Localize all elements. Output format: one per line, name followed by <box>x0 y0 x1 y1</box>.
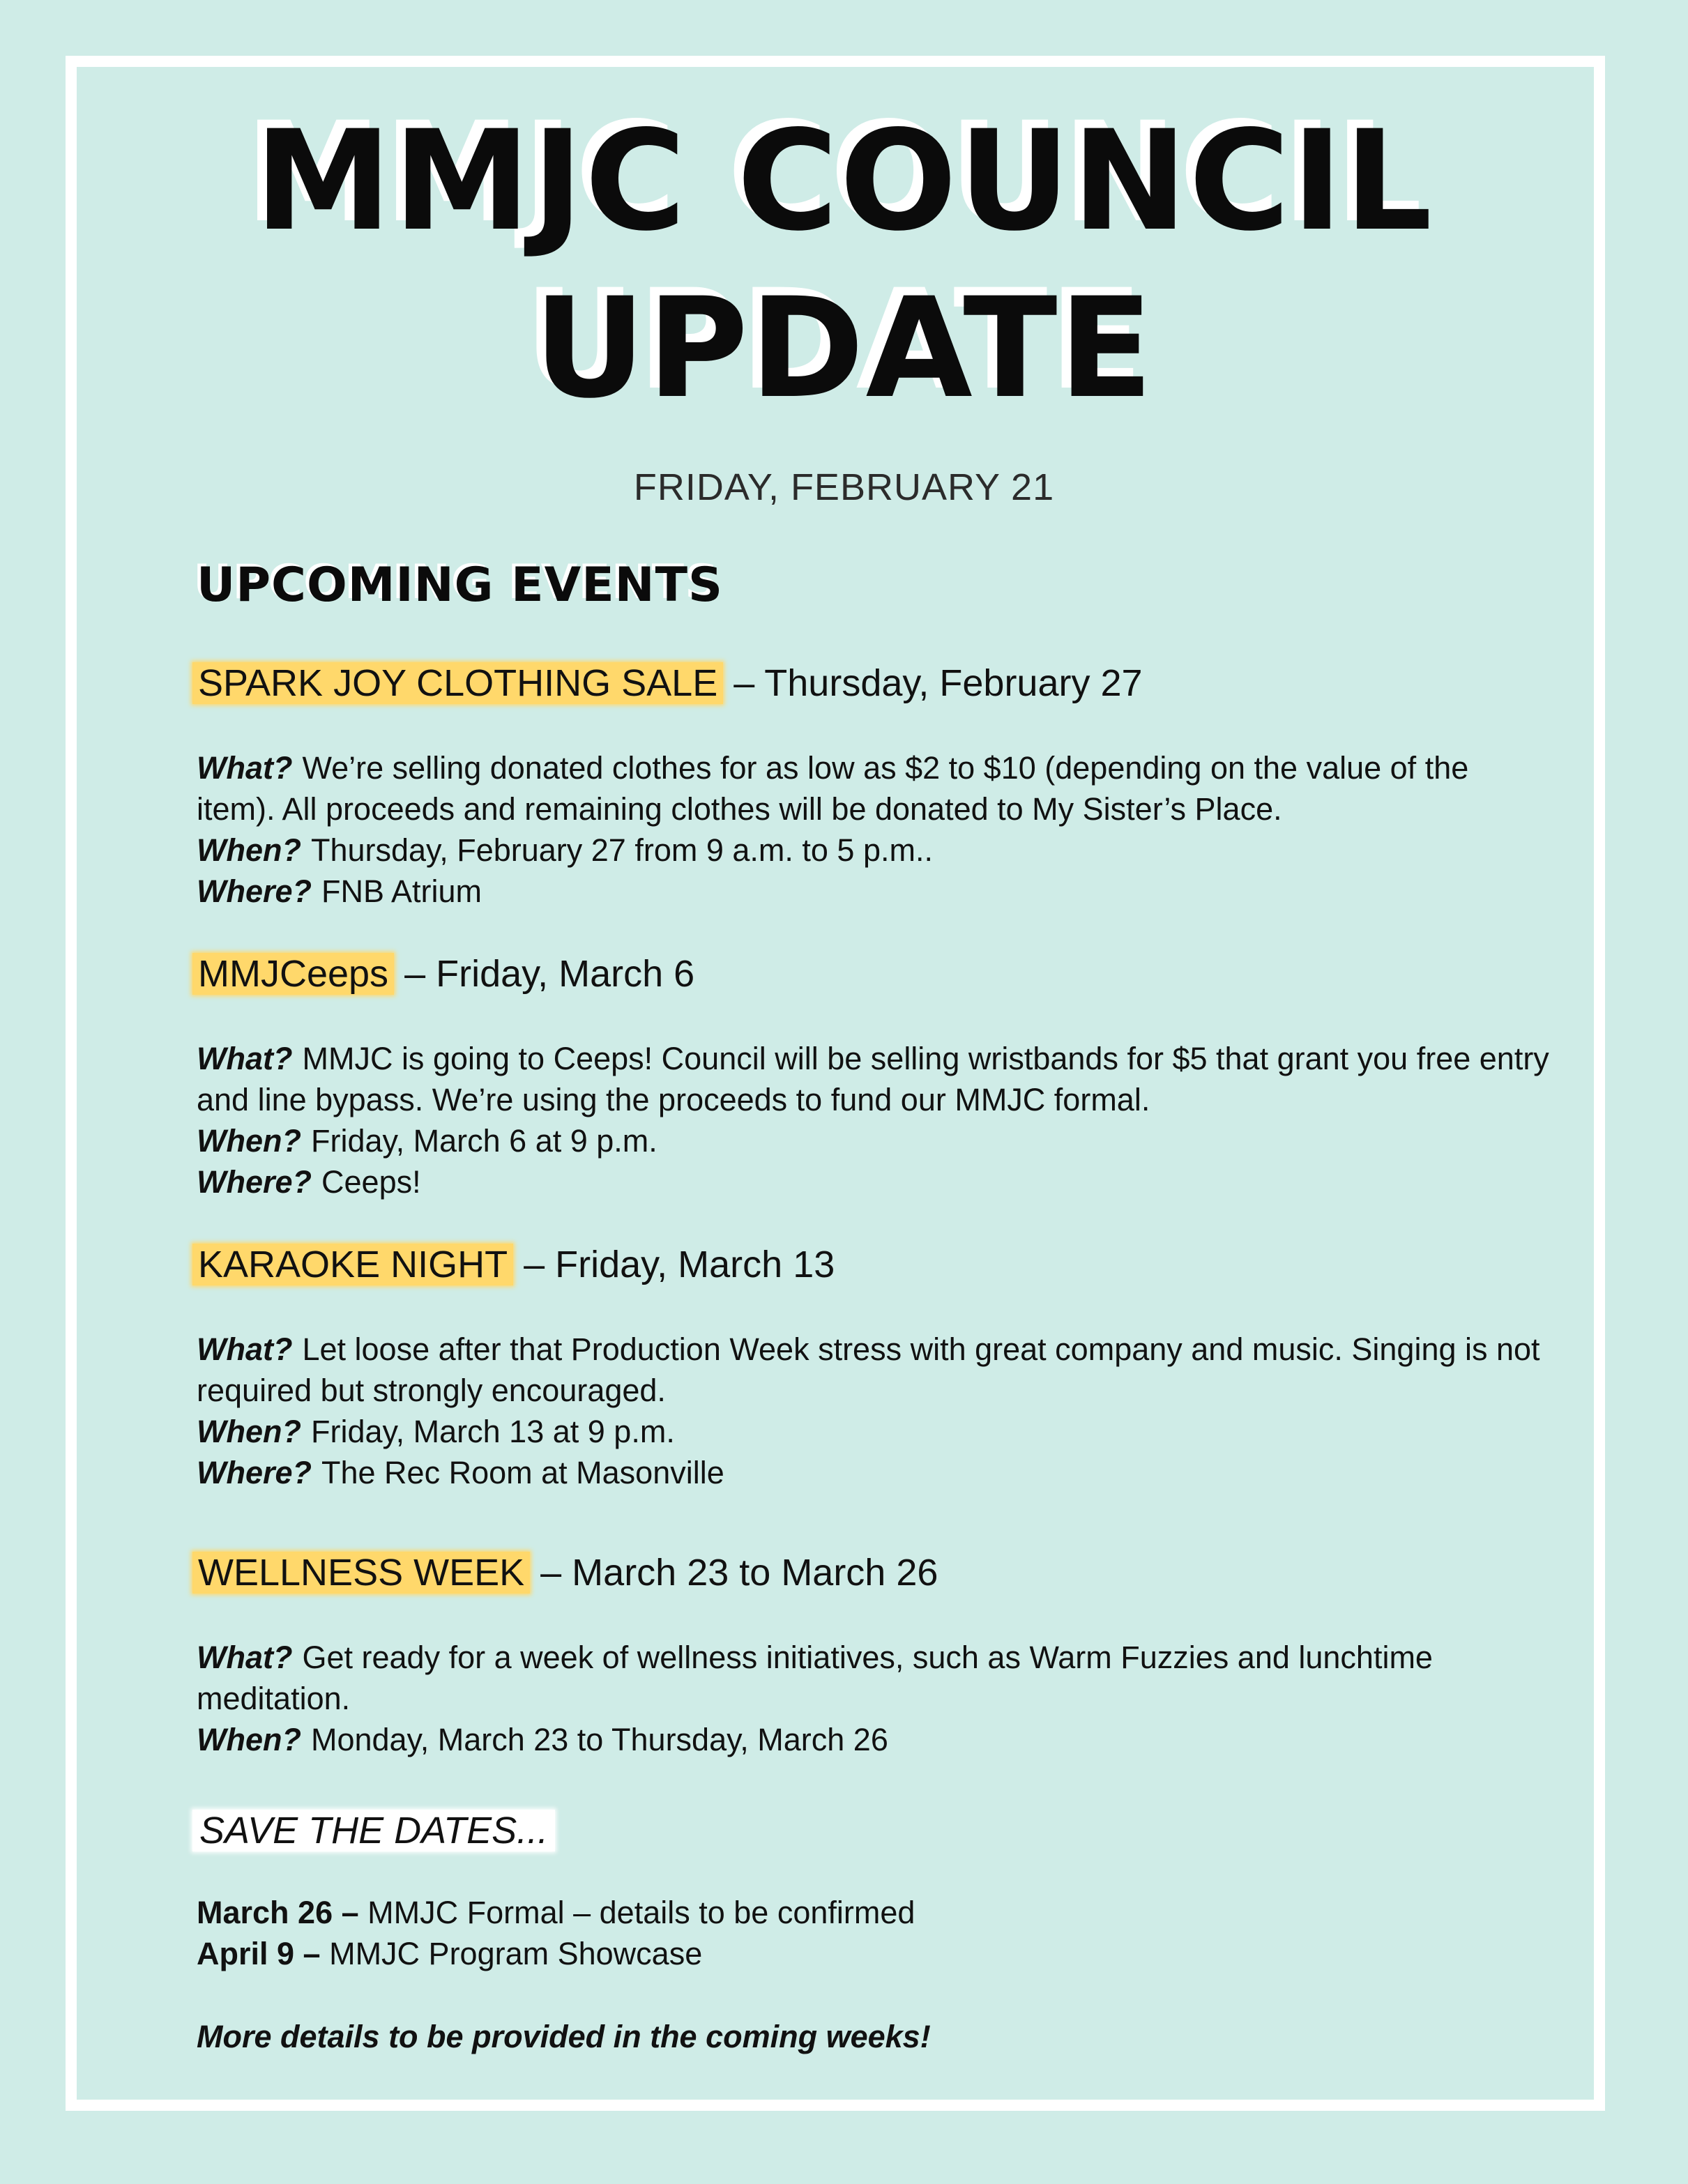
event-what <box>197 747 1549 830</box>
when-label: When? <box>197 832 301 868</box>
save-the-dates-list <box>197 1892 915 1974</box>
event-when-text: Friday, March 13 at 9 p.m. <box>310 1414 675 1449</box>
event-what-text: Get ready for a week of wellness initiatives, such as Warm Fuzzies and lunchtime meditation. <box>197 1640 1433 1716</box>
event-title-wellness-week <box>192 1545 938 1601</box>
event-what-text: Let loose after that Production Week stress with great company and music. Singing is not required but strongly encouraged. <box>197 1331 1540 1408</box>
event-details-wellness-week <box>197 1637 1549 1760</box>
what-label: What? <box>197 1640 293 1675</box>
event-when-text: Friday, March 6 at 9 p.m. <box>310 1123 657 1159</box>
when-label: When? <box>197 1722 301 1757</box>
when-label: When? <box>197 1123 301 1159</box>
event-when <box>197 1719 1549 1760</box>
event-where-text: Ceeps! <box>321 1164 421 1200</box>
event-name-highlight: KARAOKE NIGHT <box>192 1244 513 1285</box>
save-date-text: MMJC Formal – details to be confirmed <box>367 1895 915 1930</box>
save-the-dates-heading <box>192 1803 555 1858</box>
save-date: April 9 – <box>197 1936 321 1971</box>
event-where-text: FNB Atrium <box>321 873 482 909</box>
page-title-line-2: UPDATE <box>533 268 1155 429</box>
event-when <box>197 830 1549 871</box>
event-what <box>197 1038 1549 1120</box>
event-title-clothing-sale <box>192 655 1143 711</box>
when-label: When? <box>197 1414 301 1449</box>
event-date: – Friday, March 6 <box>404 953 695 995</box>
event-where <box>197 1161 1549 1202</box>
what-label: What? <box>197 1041 293 1076</box>
event-date: – Friday, March 13 <box>524 1244 835 1285</box>
where-label: Where? <box>197 1164 312 1200</box>
event-where <box>197 1452 1549 1493</box>
list-item <box>197 1892 915 1933</box>
event-name-highlight: WELLNESS WEEK <box>192 1552 530 1594</box>
event-title-mmjceeps <box>192 946 694 1002</box>
save-date-text: MMJC Program Showcase <box>329 1936 703 1971</box>
section-heading-upcoming-events: UPCOMING EVENTS <box>197 558 723 613</box>
event-where <box>197 871 1549 912</box>
event-where-text: The Rec Room at Masonville <box>321 1455 724 1490</box>
event-date: – March 23 to March 26 <box>540 1552 938 1594</box>
event-what-text: We’re selling donated clothes for as low as $2 to $10 (depending on the value of the item). All proceeds and remaining clothes will be donated to My Sister’s Place. <box>197 750 1469 827</box>
what-label: What? <box>197 1331 293 1367</box>
newsletter-date: FRIDAY, FEBRUARY 21 <box>633 466 1055 508</box>
event-details-karaoke-night <box>197 1329 1549 1493</box>
list-item <box>197 1933 915 1974</box>
event-title-karaoke-night <box>192 1237 835 1292</box>
event-when <box>197 1411 1549 1452</box>
event-what <box>197 1329 1549 1411</box>
event-details-mmjceeps <box>197 1038 1549 1202</box>
event-when-text: Thursday, February 27 from 9 a.m. to 5 p.m.. <box>310 832 933 868</box>
where-label: Where? <box>197 1455 312 1490</box>
save-date: March 26 – <box>197 1895 359 1930</box>
event-what-text: MMJC is going to Ceeps! Council will be selling wristbands for $5 that grant you free entry and line bypass. We’re using the proceeds to fund our MMJC formal. <box>197 1041 1549 1117</box>
page-title-line-1: MMJC COUNCIL <box>254 100 1434 261</box>
closing-note: More details to be provided in the coming weeks! <box>197 2019 931 2054</box>
save-the-dates-label: SAVE THE DATES... <box>192 1810 555 1851</box>
where-label: Where? <box>197 873 312 909</box>
event-when-text: Monday, March 23 to Thursday, March 26 <box>310 1722 888 1757</box>
what-label: What? <box>197 750 293 786</box>
event-name-highlight: MMJCeeps <box>192 953 394 995</box>
event-what <box>197 1637 1549 1719</box>
event-name-highlight: SPARK JOY CLOTHING SALE <box>192 662 723 704</box>
event-when <box>197 1120 1549 1161</box>
event-date: – Thursday, February 27 <box>733 662 1143 704</box>
event-details-clothing-sale <box>197 747 1549 912</box>
